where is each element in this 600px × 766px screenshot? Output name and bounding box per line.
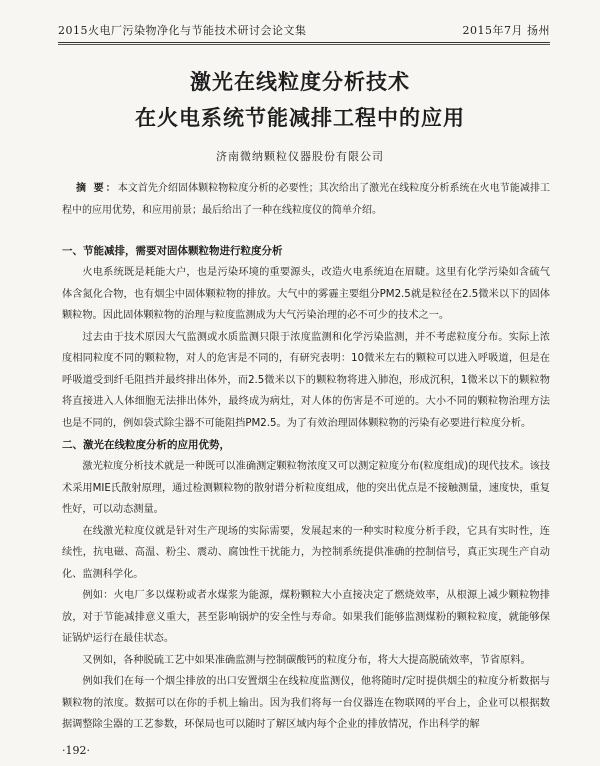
author-organization: 济南微纳颗粒仪器股份有限公司 [216,150,384,163]
header-proceedings-title: 2015火电厂污染物净化与节能技术研讨会论文集 [58,24,307,37]
paper-title-line1: 激光在线粒度分析技术 [190,69,410,94]
abstract [62,178,550,222]
abstract-text: 本文首先介绍固体颗粒物粒度分析的必要性；其次给出了激光在线粒度分析系统在火电节能减排工程中的应用优势，和应用前景；最后给出了一种在线粒度仪的简单介绍。 [62,183,550,216]
section-1-paragraph: 过去由于技术原因大气监测或水质监测只限于浓度监测和化学污染监测，并不考虑粒度分布。实际上浓度相同粒度不同的颗粒物，对人的危害是不同的，有研究表明：10微米左右的颗粒可以进入呼吸道，但是在呼吸道受到纤毛阻挡并最终排出体外，而2.5微米以下的颗粒物将进入肺泡，形成沉积，1微米以下的颗粒物将直接进入人体细胞无法排出体外，最终成为病灶，对人体的伤害是不可逆的。大小不同的颗粒物治理方法也是不同的，例如袋式除尘器不可能阻挡PM2.5。为了有效治理固体颗粒物的污染有必要进行粒度分析。 [62,331,550,429]
page-number: ·192· [62,744,90,757]
section-2-paragraph: 又例如，各种脱硫工艺中如果准确监测与控制碳酸钙的粒度分布，将大大提高脱硫效率，节省原料。 [82,654,531,666]
paper-title-line2: 在火电系统节能减排工程中的应用 [135,105,465,130]
section-1-heading: 一、节能减排，需要对固体颗粒物进行粒度分析 [62,245,283,257]
section-1-paragraph: 火电系统既是耗能大户，也是污染环境的重要源头，改造火电系统迫在眉睫。这里有化学污染如含硫气体含氮化合物，也有烟尘中固体颗粒物的排放。大气中的雾霾主要组分PM2.5就是粒径在2.5微米以下的固体颗粒物。因此固体颗粒物的治理与粒度监测成为大气污染治理的必不可少的技术之一。 [62,267,550,321]
section-2-heading: 二、激光在线粒度分析的应用优势， [62,439,230,451]
header-date-location: 2015年7月 扬州 [462,24,550,37]
section-2-paragraph: 例如我们在每一个烟尘排放的出口安置烟尘在线粒度监测仪，他将随时/定时提供烟尘的粒度分析数据与颗粒物的浓度。数据可以在你的手机上输出。因为我们将每一台仪器连在物联网的平台上，企业可以根据数据调整除尘器的工艺参数，环保局也可以随时了解区域内每个企业的排放情况，作出科学的解 [62,676,550,730]
section-2-paragraph: 在线激光粒度仪就是针对生产现场的实际需要，发展起来的一种实时粒度分析手段，它具有实时性，连续性，抗电磁、高温、粉尘、震动、腐蚀性干扰能力，为控制系统提供准确的控制信号，真正实现生产自动化、监测科学化。 [62,525,550,580]
running-header [58,22,550,43]
abstract-label: 摘 要： [76,183,118,194]
section-2-paragraph: 例如：火电厂多以煤粉或者水煤浆为能源，煤粉颗粒大小直接决定了燃烧效率，从根源上减少颗粒物排放，对于节能减排意义重大，甚至影响锅炉的安全性与寿命。如果我们能够监测煤粉的颗粒粒度，就能够保证锅炉运行在最佳状态。 [62,590,550,644]
paper-body [62,240,550,736]
section-2-paragraph: 激光粒度分析技术就是一种既可以准确测定颗粒物浓度又可以测定粒度分布(粒度组成)的现代技术。该技术采用MIE氏散射原理，通过检测颗粒物的散射谱分析粒度组成，他的突出优点是不接触测量，速度快，重复性好，可以动态测量。 [62,461,550,515]
header-rule [58,44,550,45]
